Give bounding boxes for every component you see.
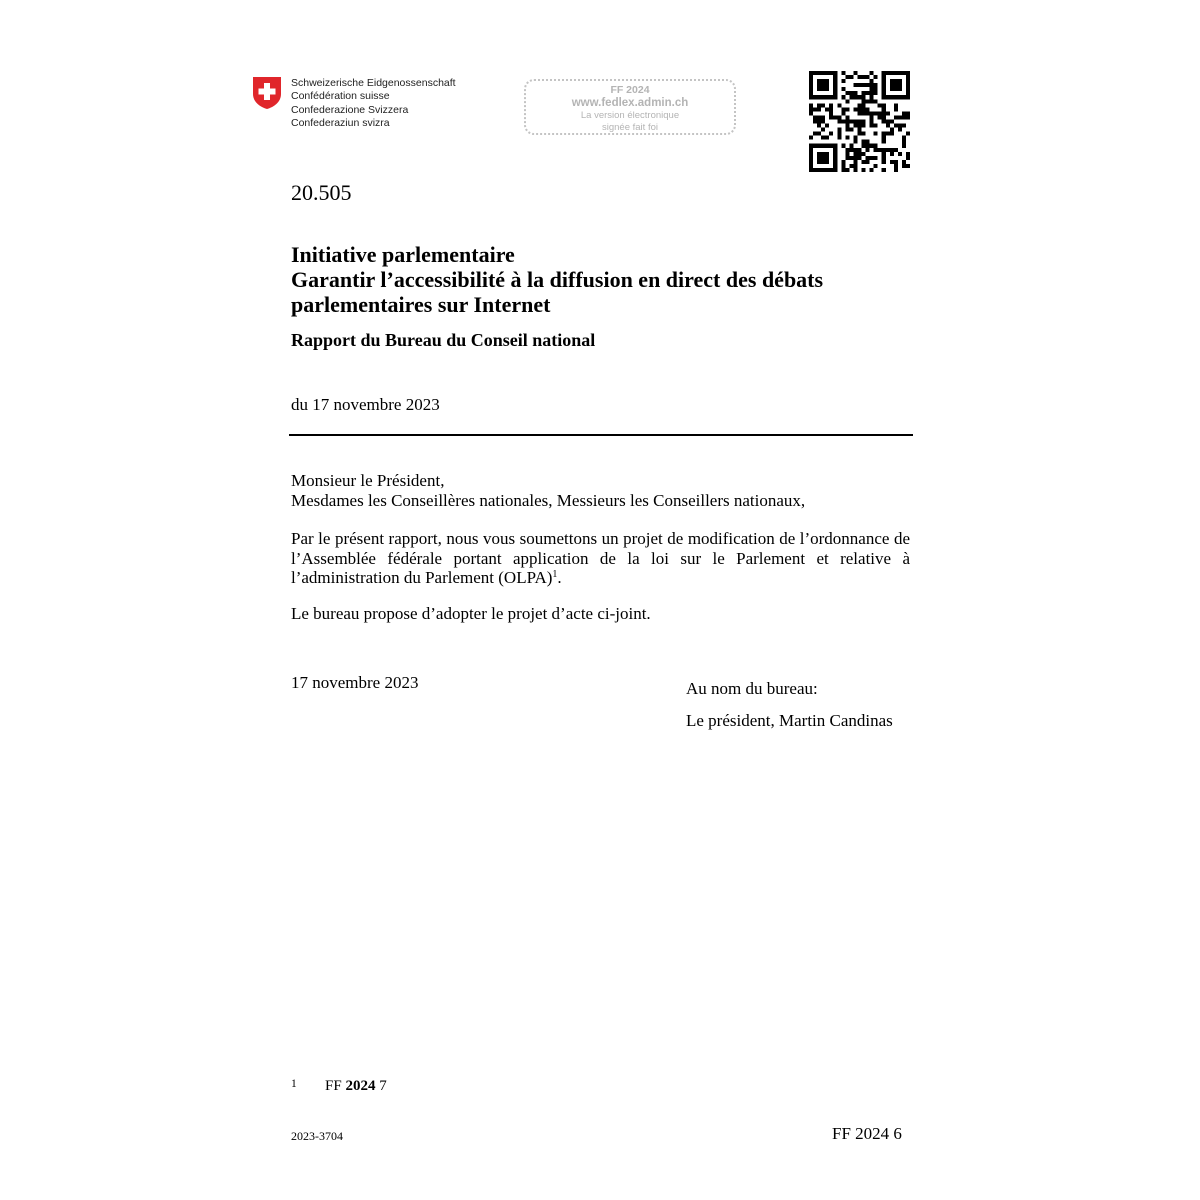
- signature-date: 17 novembre 2023: [291, 673, 419, 692]
- document-number: 20.505: [291, 180, 352, 205]
- footnote-text: [325, 1078, 387, 1095]
- gov-name-rm: Confederaziun svizra: [291, 116, 390, 129]
- document-date: du 17 novembre 2023: [291, 395, 440, 414]
- paragraph-1-text: Par le présent rapport, nous vous soumettons un projet de modification de l’ordonnance de l’Assemblée fédérale portant application de la loi sur le Parlement et relative à l’administration du Parlement (OLPA): [291, 529, 910, 587]
- salutation-line-2: Mesdames les Conseillères nationales, Messieurs les Conseillers nationaux,: [291, 490, 806, 510]
- government-names: [291, 77, 456, 130]
- gov-name-it: Confederazione Svizzera: [291, 103, 409, 116]
- footnote-page: 7: [375, 1078, 387, 1094]
- footnote-mark: 1: [291, 1078, 297, 1090]
- footnote-reference[interactable]: 1: [552, 569, 558, 580]
- document-subtitle: Rapport du Bureau du Conseil national: [291, 330, 596, 350]
- stamp-line-4: signée fait foi: [602, 121, 658, 133]
- title-line-3: parlementaires sur Internet: [291, 292, 551, 317]
- salutation-line-1: Monsieur le Président,: [291, 471, 445, 490]
- footnote-year: 2024: [345, 1078, 376, 1094]
- qr-code-icon: [809, 71, 910, 172]
- title-line-2: Garantir l’accessibilité à la diffusion en direct des débats: [291, 267, 824, 292]
- stamp-line-1: FF 2024: [610, 84, 650, 96]
- stamp-line-3: La version électronique: [580, 110, 680, 121]
- paragraph-1-end: .: [557, 568, 562, 587]
- document-title: [291, 242, 931, 317]
- salutation: [291, 471, 910, 510]
- document-reference: 2023-3704: [291, 1129, 343, 1143]
- signatory: Le président, Martin Candinas: [686, 711, 893, 730]
- signature-block: [686, 673, 893, 737]
- title-line-1: Initiative parlementaire: [291, 242, 515, 267]
- gov-name-de: Schweizerische Eidgenossenschaft: [291, 77, 456, 89]
- page-reference: FF 2024 6: [832, 1124, 902, 1143]
- body-paragraph-2: Le bureau propose d’adopter le projet d’acte ci-joint.: [291, 604, 651, 623]
- body-paragraph-1: [291, 529, 910, 588]
- horizontal-divider: [289, 434, 913, 436]
- footnote-prefix: FF: [325, 1078, 346, 1094]
- gov-name-fr: Confédération suisse: [291, 90, 390, 103]
- swiss-coat-of-arms-icon: [252, 76, 282, 110]
- stamp-line-2: www.fedlex.admin.ch: [571, 97, 689, 109]
- signature-on-behalf: Au nom du bureau:: [686, 679, 818, 698]
- electronic-signature-stamp: [524, 79, 736, 135]
